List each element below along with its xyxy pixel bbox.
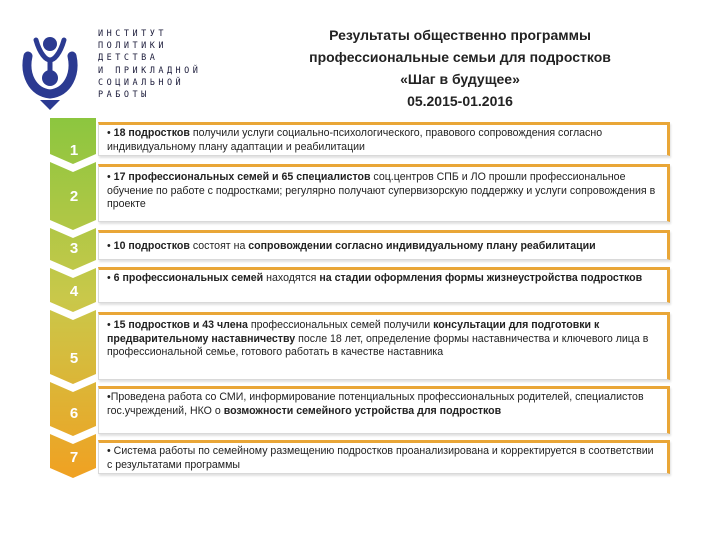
step-number: 1 <box>69 142 79 159</box>
bullet: • <box>107 445 111 457</box>
highlight-text: на стадии оформления формы жизнеустройства подростков <box>319 272 643 284</box>
result-box <box>98 267 670 303</box>
result-box <box>98 122 670 156</box>
result-box <box>98 386 670 434</box>
bullet: • <box>107 171 111 183</box>
institute-line: РАБОТЫ <box>98 90 150 101</box>
body-text: Система работы по семейному размещению подростков проанализирована и корректируется в соответствии с результатами программы <box>107 445 654 471</box>
bullet: • <box>107 127 111 139</box>
institute-line: СОЦИАЛЬНОЙ <box>98 77 185 88</box>
body-text: соц.центров СПБ и ЛО прошли профессиональное обучение по работе с подростками; регулярно получают супервизорскую поддержку и услуги сопровождения в проекте <box>107 171 656 210</box>
highlight-text: сопровождении согласно индивидуальному плану реабилитации <box>248 240 596 252</box>
chevron-shape <box>50 310 96 384</box>
highlight-text: возможности семейного устройства для подростков <box>223 404 502 417</box>
body-text: Проведена работа со СМИ, информирование потенциальных профессиональных родителей, специалистов гос.учреждений, НКО о <box>107 391 644 417</box>
bullet: • <box>107 391 111 403</box>
title-line: «Шаг в будущее» <box>400 71 520 87</box>
highlight-text: 17 профессиональных семей и 65 специалистов <box>113 171 371 183</box>
body-text: 6 профессиональных семей <box>113 272 264 284</box>
institute-line: И ПРИКЛАДНОЙ <box>98 65 202 76</box>
title-line: Результаты общественно программы <box>329 27 591 43</box>
step-number: 4 <box>69 283 79 300</box>
step-number: 5 <box>69 350 79 367</box>
title-line: профессиональные семьи для подростков <box>309 49 611 65</box>
highlight-text: 15 подростков и 43 члена <box>113 319 248 331</box>
body-text: после 18 лет, определение формы наставничества и ключевого лица в профессиональной семье, готового работать в качестве наставника <box>107 332 649 358</box>
institute-line: ДЕТСТВА <box>98 53 159 64</box>
body-text: состоят на <box>189 240 249 252</box>
result-box <box>98 440 670 474</box>
result-box <box>98 164 670 222</box>
body-text: профессиональных семей получили <box>247 319 434 331</box>
page-title <box>270 24 650 112</box>
body-text: находятся <box>263 272 320 284</box>
body-text: получили услуги социально-психологического, правового сопровождения согласно индивидуальному плану адаптации и реабилитации <box>107 127 603 153</box>
step-number: 2 <box>69 188 79 205</box>
bullet: • <box>107 272 111 284</box>
institute-line: ПОЛИТИКИ <box>98 41 167 52</box>
highlight-text: 10 подростков <box>113 240 190 252</box>
title-line: 05.2015-01.2016 <box>407 93 513 109</box>
result-box <box>98 312 670 380</box>
institute-name <box>98 28 202 101</box>
highlight-text: консультации для подготовки к предварительному наставничеству <box>107 319 600 345</box>
step-number: 6 <box>69 405 79 422</box>
result-box <box>98 230 670 260</box>
bullet: • <box>107 319 111 331</box>
step-number: 3 <box>69 240 79 257</box>
bullet: • <box>107 240 111 252</box>
highlight-text: 18 подростков <box>113 127 190 139</box>
step-number: 7 <box>69 449 79 466</box>
institute-line: ИНСТИТУТ <box>98 29 167 39</box>
